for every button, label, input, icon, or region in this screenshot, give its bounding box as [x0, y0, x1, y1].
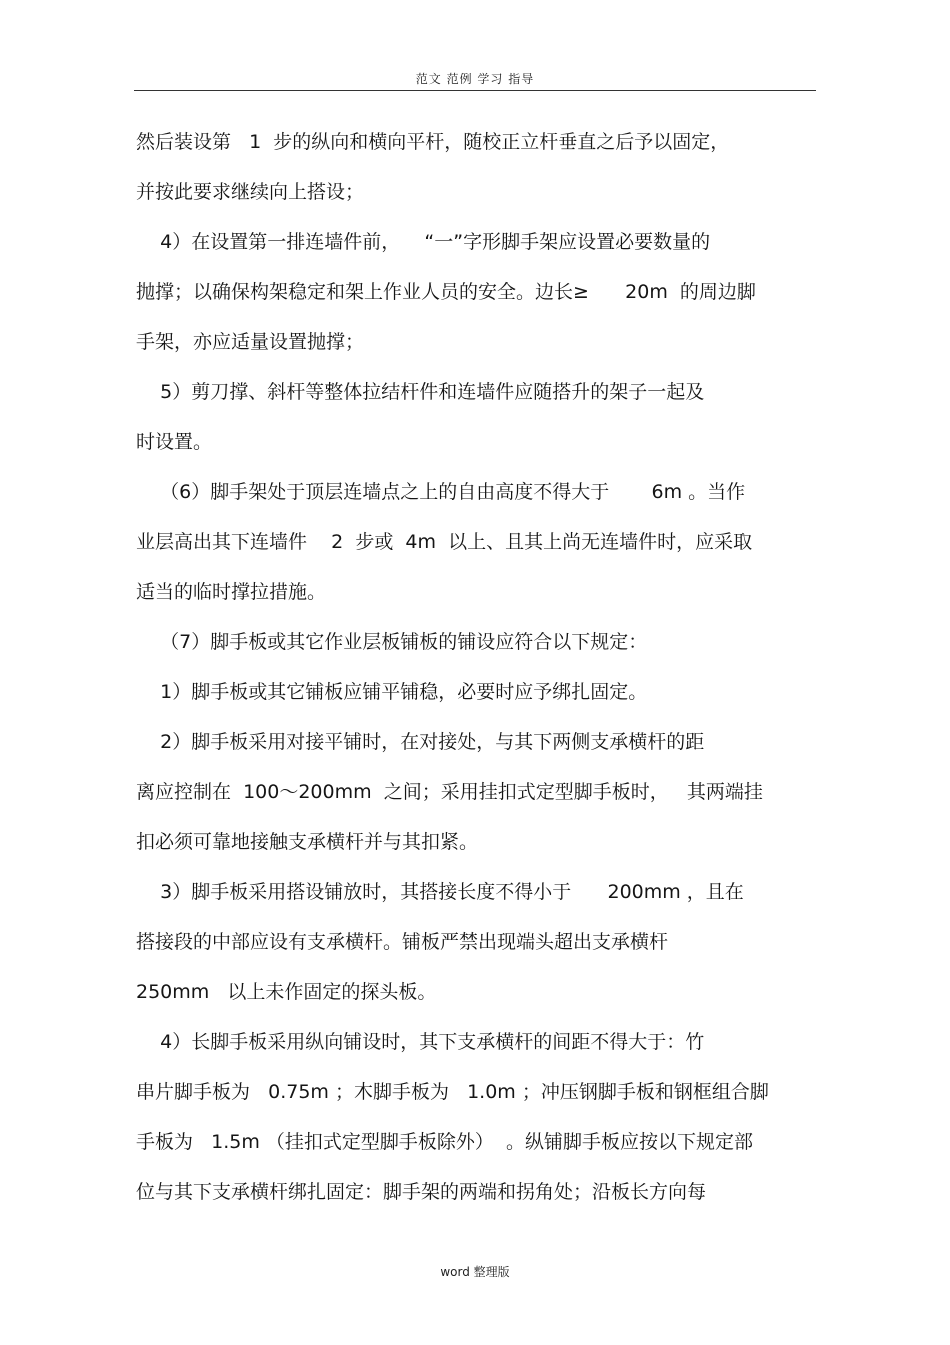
body-line: 扣必须可靠地接触支承横杆并与其扣紧。 [136, 831, 479, 853]
body-line: 并按此要求继续向上搭设； [136, 181, 365, 203]
body-line: 离应控制在 100～200mm 之间；采用挂扣式定型脚手板时， 其两端挂 [136, 781, 763, 803]
body-line: 4）长脚手板采用纵向铺设时，其下支承横杆的间距不得大于：竹 [136, 1031, 705, 1053]
header-rule [134, 90, 816, 91]
body-line: 2）脚手板采用对接平铺时，在对接处，与其下两侧支承横杆的距 [136, 731, 705, 753]
body-line: 1）脚手板或其它铺板应铺平铺稳，必要时应予绑扎固定。 [136, 681, 648, 703]
body-line: 手架，亦应适量设置抛撑； [136, 331, 365, 353]
body-line: 业层高出其下连墙件 2 步或 4m 以上、且其上尚无连墙件时，应采取 [136, 531, 753, 553]
body-line: 3）脚手板采用搭设铺放时，其搭接长度不得小于 200mm ，且在 [136, 881, 744, 903]
body-line: 搭接段的中部应设有支承横杆。铺板严禁出现端头超出支承横杆 [136, 931, 669, 953]
body-line: 5）剪刀撑、斜杆等整体拉结杆件和连墙件应随搭升的架子一起及 [136, 381, 705, 403]
body-line: 250mm 以上未作固定的探头板。 [136, 981, 437, 1003]
body-line: 手板为 1.5m （挂扣式定型脚手板除外） 。纵铺脚手板应按以下规定部 [136, 1131, 753, 1153]
body-line: 4）在设置第一排连墙件前， “一”字形脚手架应设置必要数量的 [136, 231, 711, 253]
body-line: （6）脚手架处于顶层连墙点之上的自由高度不得大于 6m 。当作 [136, 481, 746, 503]
body-line: 适当的临时撑拉措施。 [136, 581, 327, 603]
body-line: 串片脚手板为 0.75m ；木脚手板为 1.0m ；冲压钢脚手板和钢框组合脚 [136, 1081, 769, 1103]
body-line: 位与其下支承横杆绑扎固定：脚手架的两端和拐角处；沿板长方向每 [136, 1181, 707, 1203]
body-line: 然后装设第 1 步的纵向和横向平杆，随校正立杆垂直之后予以固定， [136, 131, 730, 153]
body-line: 抛撑；以确保构架稳定和架上作业人员的安全。边长≥ 20m 的周边脚 [136, 281, 756, 303]
page-footer: word 整理版 [440, 1265, 510, 1279]
page-header: 范文 范例 学习 指导 [415, 72, 535, 86]
body-line: 时设置。 [136, 431, 213, 453]
body-line: （7）脚手板或其它作业层板铺板的铺设应符合以下规定： [136, 631, 648, 653]
